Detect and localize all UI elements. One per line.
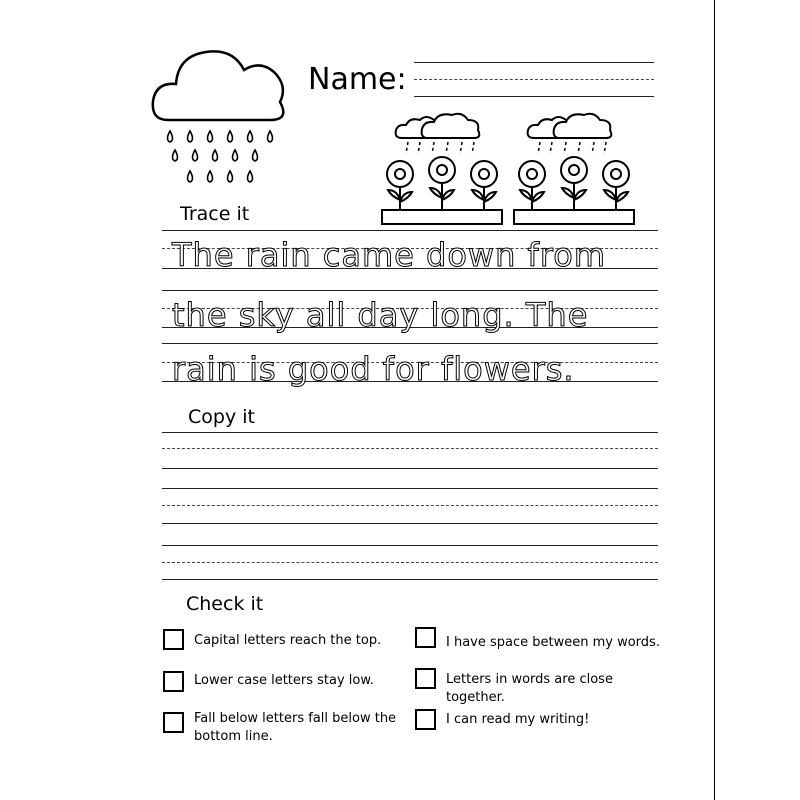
checkbox-fall-below[interactable]: [163, 712, 184, 733]
copy-line[interactable]: [162, 579, 658, 580]
trace-line: [162, 343, 658, 344]
checkbox-readable[interactable]: [415, 709, 436, 730]
trace-line: [162, 290, 658, 291]
trace-text-line-3: rain is good for flowers.: [172, 350, 575, 388]
copy-line[interactable]: [162, 432, 658, 433]
rain-cloud-icon: [148, 34, 293, 194]
checklist-item: Lower case letters stay low.: [194, 673, 374, 688]
checklist-item: I have space between my words.: [446, 635, 660, 650]
copy-midline: [162, 505, 658, 506]
name-line-mid: [414, 79, 654, 80]
copy-line[interactable]: [162, 468, 658, 469]
check-heading: Check it: [186, 593, 264, 615]
copy-heading: Copy it: [188, 406, 255, 428]
trace-line: [162, 230, 658, 231]
name-label: Name:: [308, 62, 407, 97]
copy-line[interactable]: [162, 523, 658, 524]
checklist-item: I can read my writing!: [446, 712, 590, 727]
trace-heading: Trace it: [180, 203, 250, 225]
flowers-rain-icon: [378, 112, 506, 228]
trace-text-line-2: the sky all day long. The: [172, 296, 589, 334]
copy-line[interactable]: [162, 488, 658, 489]
page-edge: [714, 0, 715, 800]
copy-midline: [162, 562, 658, 563]
checkbox-letters-close[interactable]: [415, 668, 436, 689]
copy-midline: [162, 448, 658, 449]
checkbox-word-spacing[interactable]: [415, 627, 436, 648]
checkbox-lower-case[interactable]: [163, 671, 184, 692]
flowers-rain-icon: [510, 112, 638, 228]
checkbox-capital-letters[interactable]: [163, 629, 184, 650]
trace-text-line-1: The rain came down from: [172, 236, 607, 274]
checklist-item: Fall below letters fall below the bottom line.: [194, 711, 397, 744]
name-line-bottom[interactable]: [414, 96, 654, 97]
copy-line[interactable]: [162, 545, 658, 546]
name-line-top: [414, 62, 654, 63]
checklist-item: Letters in words are close together.: [446, 672, 613, 705]
checklist-item: Capital letters reach the top.: [194, 633, 382, 648]
